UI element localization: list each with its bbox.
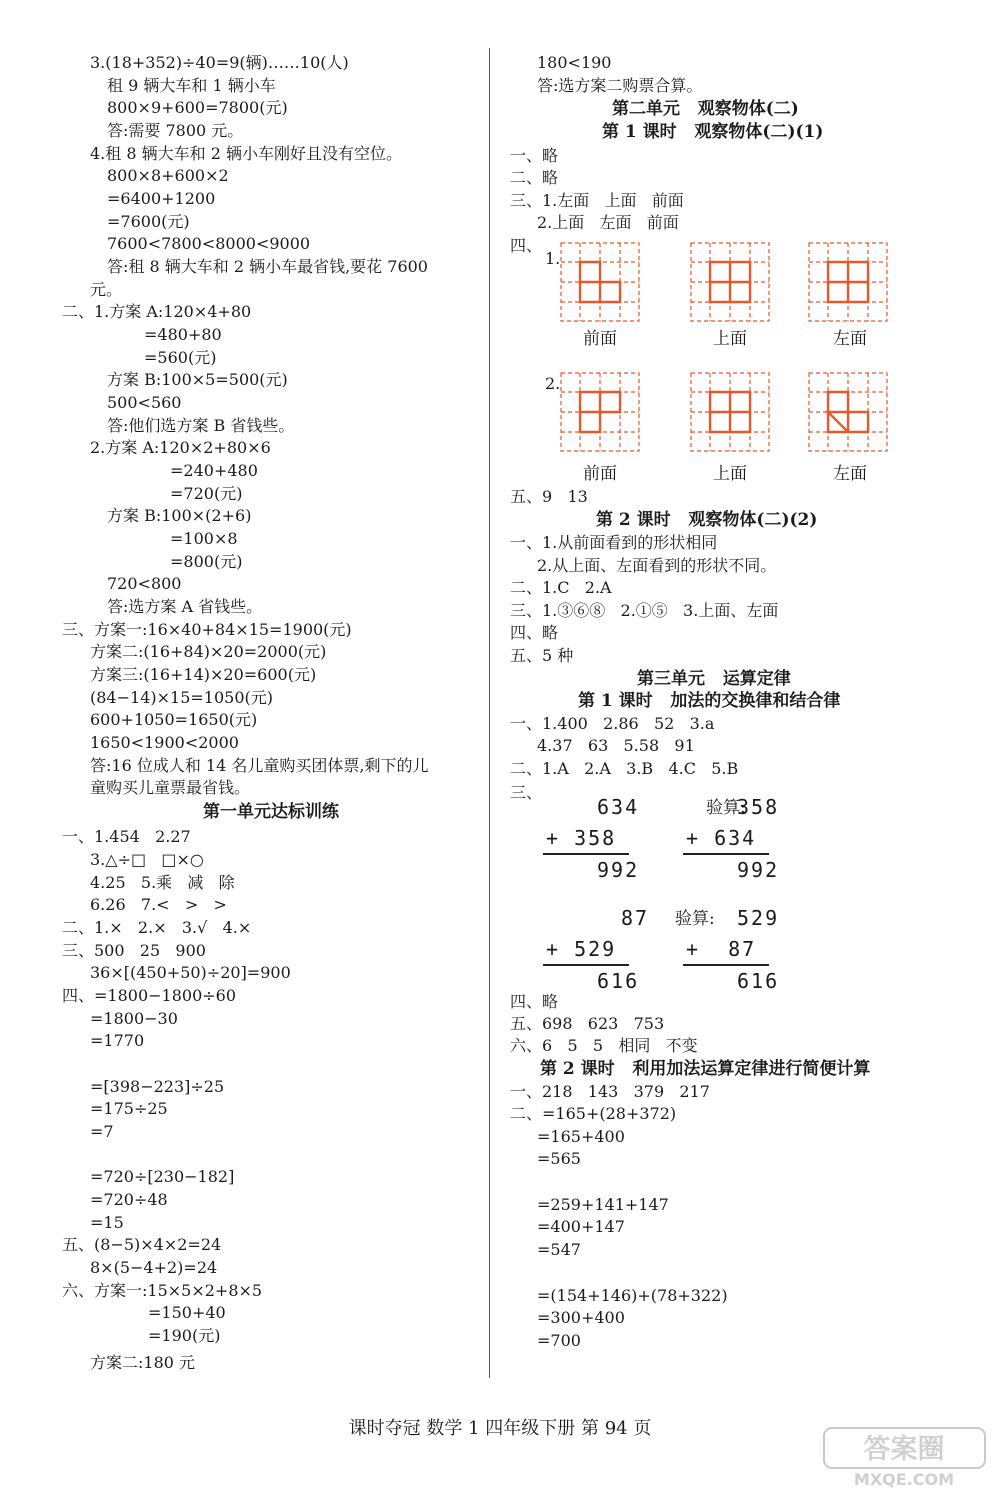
unit-one-review-heading: 第一单元达标训练 [203, 802, 339, 822]
left-line-1: 3.(18+352)÷40=9(辆)……10(人) [90, 53, 349, 72]
unit-two-heading: 第二单元 观察物体(二) [612, 99, 799, 119]
view-grid-left-2 [808, 372, 888, 452]
verify-label-1: 验算: [706, 798, 746, 818]
unit-three-heading: 第三单元 运算定律 [637, 669, 791, 689]
right-line-28: 六、6 5 5 相同 不变 [510, 1036, 698, 1055]
calc-4-rule [683, 964, 769, 966]
calc-4-addend: + 87 [686, 937, 757, 961]
calc-3-addend: + 529 [546, 937, 617, 961]
left-line-38: 6.26 7.< > > [90, 895, 227, 914]
left-line-4: 答:需要 7800 元。 [107, 121, 244, 140]
left-line-2: 租 9 辆大车和 1 辆小车 [107, 76, 276, 95]
left-line-23: =800(元) [170, 552, 243, 571]
right-line-26: 四、略 [510, 992, 559, 1011]
left-line-26: 三、方案一:16×40+84×15=1900(元) [62, 620, 352, 639]
right-line-23: 4.37 63 5.58 91 [537, 736, 695, 755]
unit-three-lesson-1-heading: 第 1 课时 加法的交换律和结合律 [578, 691, 841, 711]
left-line-8: =7600(元) [107, 212, 190, 231]
watermark-url: MXQE.COM [853, 1470, 955, 1488]
left-line-49: =720÷48 [90, 1190, 168, 1209]
right-line-22: 一、1.400 2.86 52 3.a [510, 714, 715, 733]
left-line-37: 4.25 5.乘 减 除 [90, 873, 235, 892]
left-line-51: 五、(8−5)×4×2=24 [62, 1235, 222, 1254]
unit-three-lesson-2-heading: 第 2 课时 利用加法运算定律进行简便计算 [540, 1059, 871, 1079]
left-line-35: 一、1.454 2.27 [62, 827, 191, 846]
calc-1-addend: + 358 [546, 826, 617, 850]
left-line-13: =480+80 [144, 325, 222, 344]
left-line-46: =175÷25 [90, 1099, 168, 1118]
right-line-25: 三、 [510, 783, 543, 802]
caption-front-1: 前面 [583, 329, 617, 349]
left-line-20: =720(元) [170, 484, 243, 503]
right-line-15: 2.从上面、左面看到的形状不同。 [537, 556, 777, 575]
left-line-9: 7600<7800<8000<9000 [107, 234, 311, 253]
view-grid-top-1 [690, 242, 770, 322]
right-line-1: 180<190 [537, 53, 612, 72]
verify-label-2: 验算: [675, 909, 715, 929]
right-line-30: 一、218 143 379 217 [510, 1082, 710, 1101]
left-line-6: 800×8+600×2 [107, 166, 229, 185]
left-line-22: =100×8 [170, 529, 238, 548]
right-line-27: 五、698 623 753 [510, 1014, 665, 1033]
unit-two-lesson-1-heading: 第 1 课时 观察物体(二)(1) [602, 122, 824, 142]
view-grid-left-1 [808, 242, 888, 322]
left-line-18: 2.方案 A:120×2+80×6 [90, 438, 271, 457]
calc-4-sum: 616 [737, 969, 780, 993]
left-line-55: =190(元) [148, 1326, 221, 1345]
calc-1-top: 634 [597, 795, 640, 819]
caption-left-1: 左面 [833, 329, 867, 349]
right-line-34: =259+141+147 [537, 1195, 669, 1214]
left-line-28: 方案三:(16+14)×20=600(元) [90, 665, 317, 684]
caption-front-2: 前面 [583, 464, 617, 484]
right-line-6: 二、略 [510, 168, 559, 187]
left-line-50: =15 [90, 1213, 124, 1232]
calc-4-top: 529 [737, 906, 780, 930]
right-line-33: =565 [537, 1149, 581, 1168]
right-line-39: =700 [537, 1331, 581, 1350]
left-line-48: =720÷[230−182] [90, 1167, 235, 1186]
right-line-10: 1. [545, 249, 561, 268]
right-line-5: 一、略 [510, 146, 559, 165]
left-line-40: 三、500 25 900 [62, 941, 206, 960]
unit-two-lesson-2-heading: 第 2 课时 观察物体(二)(2) [596, 510, 818, 530]
right-line-32: =165+400 [537, 1127, 625, 1146]
right-line-7: 三、1.左面 上面 前面 [510, 191, 684, 210]
caption-top-2: 上面 [713, 464, 747, 484]
left-line-25: 答:选方案 A 省钱些。 [107, 597, 263, 616]
left-line-14: =560(元) [144, 348, 217, 367]
calc-2-rule [683, 853, 769, 855]
left-line-32: 答:16 位成人和 14 名儿童购买团体票,剩下的儿 [90, 756, 429, 775]
caption-left-2: 左面 [833, 464, 867, 484]
left-line-17: 答:他们选方案 B 省钱些。 [107, 416, 295, 435]
left-line-41: 36×[(450+50)÷20]=900 [90, 963, 291, 982]
left-line-27: 方案二:(16+84)×20=2000(元) [90, 642, 327, 661]
left-line-56: 方案二:180 元 [90, 1353, 196, 1372]
left-line-10: 答:租 8 辆大车和 2 辆小车最省钱,要花 7600 [107, 257, 428, 276]
calc-1-rule [543, 853, 629, 855]
calc-2-addend: + 634 [686, 826, 757, 850]
left-line-29: (84−14)×15=1050(元) [90, 688, 273, 707]
left-line-39: 二、1.× 2.× 3.√ 4.× [62, 918, 252, 937]
caption-top-1: 上面 [713, 329, 747, 349]
right-line-18: 四、略 [510, 623, 559, 642]
left-line-43: =1800−30 [90, 1009, 178, 1028]
view-grid-front-1 [560, 242, 640, 322]
left-line-16: 500<560 [107, 393, 182, 412]
right-line-24: 二、1.A 2.A 3.B 4.C 5.B [510, 759, 739, 778]
column-divider [489, 48, 490, 1378]
right-line-12: 五、9 13 [510, 487, 588, 506]
left-line-15: 方案 B:100×5=500(元) [107, 370, 288, 389]
right-line-2: 答:选方案二购票合算。 [537, 76, 703, 95]
calc-3-rule [543, 964, 629, 966]
right-line-9: 四、 [510, 236, 543, 255]
right-line-14: 一、1.从前面看到的形状相同 [510, 533, 718, 552]
left-line-12: 二、1.方案 A:120×4+80 [62, 302, 252, 321]
calc-3-top: 87 [621, 906, 650, 930]
calc-3-sum: 616 [597, 969, 640, 993]
left-line-54: =150+40 [148, 1303, 226, 1322]
right-line-17: 三、1.③⑥⑧ 2.①⑤ 3.上面、左面 [510, 601, 779, 620]
left-line-44: =1770 [90, 1031, 145, 1050]
calc-2-top: 358 [737, 795, 780, 819]
left-line-30: 600+1050=1650(元) [90, 710, 258, 729]
left-line-7: =6400+1200 [107, 189, 216, 208]
left-line-47: =7 [90, 1122, 114, 1141]
left-line-11: 元。 [90, 280, 123, 299]
calc-1-sum: 992 [597, 858, 640, 882]
view-grid-top-2 [690, 372, 770, 452]
left-line-33: 童购买儿童票最省钱。 [90, 778, 251, 797]
view-grid-front-2 [560, 372, 640, 452]
left-line-45: =[398−223]÷25 [90, 1077, 225, 1096]
left-line-42: 四、=1800−1800÷60 [62, 986, 237, 1005]
calc-2-sum: 992 [737, 858, 780, 882]
left-line-3: 800×9+600=7800(元) [107, 98, 288, 117]
right-line-8: 2.上面 左面 前面 [537, 213, 679, 232]
right-line-16: 二、1.C 2.A [510, 578, 612, 597]
left-line-52: 8×(5−4+2)=24 [90, 1258, 218, 1277]
right-line-35: =400+147 [537, 1217, 625, 1236]
right-line-38: =300+400 [537, 1308, 625, 1327]
watermark-text: 答案圈 [863, 1434, 945, 1465]
watermark-logo [822, 1426, 987, 1488]
page-footer: 课时夺冠 数学 1 四年级下册 第 94 页 [348, 1418, 652, 1439]
left-line-5: 4.租 8 辆大车和 2 辆小车刚好且没有空位。 [90, 144, 402, 163]
left-line-21: 方案 B:100×(2+6) [107, 506, 252, 525]
right-line-11: 2. [545, 374, 561, 393]
right-line-37: =(154+146)+(78+322) [537, 1286, 728, 1305]
right-line-19: 五、5 种 [510, 646, 574, 665]
left-line-36: 3.△÷□ □×○ [90, 850, 204, 869]
left-line-53: 六、方案一:15×5×2+8×5 [62, 1281, 263, 1300]
right-line-36: =547 [537, 1240, 581, 1259]
right-line-31: 二、=165+(28+372) [510, 1104, 677, 1123]
left-line-19: =240+480 [170, 461, 258, 480]
left-line-24: 720<800 [107, 574, 182, 593]
left-line-31: 1650<1900<2000 [90, 733, 239, 752]
